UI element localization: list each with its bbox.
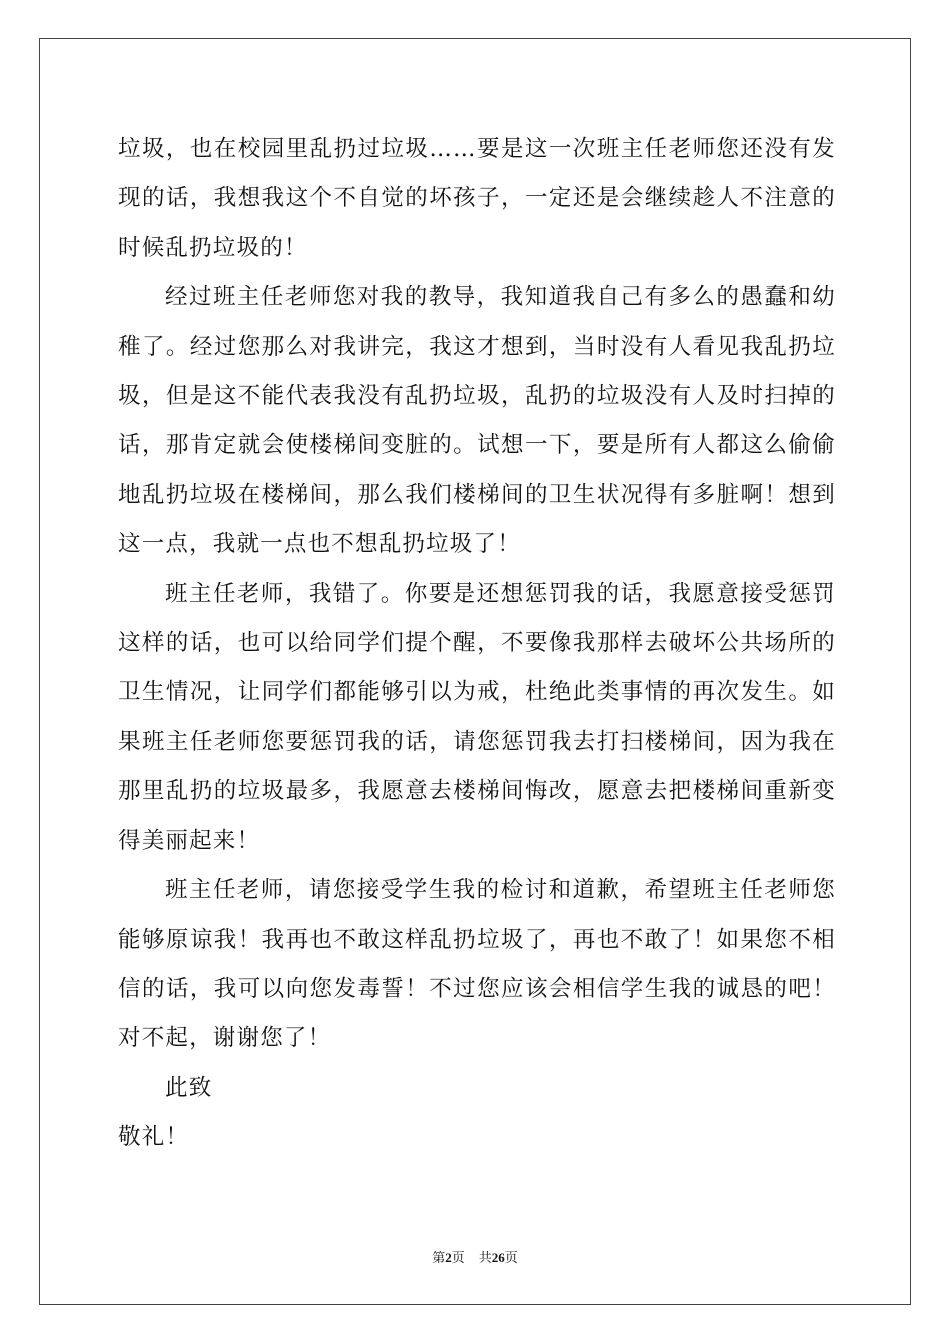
paragraph-continuation: 垃圾，也在校园里乱扔过垃圾……要是这一次班主任老师您还没有发现的话，我想我这个不自觉的坏孩子，一定还是会继续趁人不注意的时候乱扔垃圾的！ — [118, 136, 836, 261]
salutation-line: 敬礼！ — [118, 1124, 190, 1151]
footer-total-prefix: 共 — [478, 1251, 492, 1266]
closing-line: 此致 — [165, 1074, 213, 1101]
footer-prefix: 第 — [432, 1251, 446, 1266]
page-footer — [0, 1247, 950, 1266]
paragraph: 经过班主任老师您对我的教导，我知道我自己有多么的愚蠢和幼稚了。经过您那么对我讲完，我这才想到，当时没有人看见我乱扔垃圾，但是这不能代表我没有乱扔垃圾，乱扔的垃圾没有人及时扫掉的话，那肯定就会使楼梯间变脏的。试想一下，要是所有人都这么偷偷地乱扔垃圾在楼梯间，那么我们楼梯间的卫生状况得有多脏啊！想到这一点，我就一点也不想乱扔垃圾了！ — [118, 284, 836, 558]
current-page-number: 2 — [445, 1250, 452, 1265]
total-pages-number: 26 — [491, 1250, 505, 1265]
paragraph: 班主任老师，我错了。你要是还想惩罚我的话，我愿意接受惩罚这样的话，也可以给同学们提个醒，不要像我那样去破坏公共场所的卫生情况，让同学们都能够引以为戒，杜绝此类事情的再次发生。如果班主任老师您要惩罚我的话，请您惩罚我去打扫楼梯间，因为我在那里乱扔的垃圾最多，我愿意去楼梯间悔改，愿意去把楼梯间重新变得美丽起来！ — [118, 580, 836, 854]
document-body — [118, 125, 836, 1163]
footer-total-suffix: 页 — [504, 1251, 518, 1266]
paragraph: 班主任老师，请您接受学生我的检讨和道歉，希望班主任老师您能够原谅我！我再也不敢这样乱扔垃圾了，再也不敢了！如果您不相信的话，我可以向您发毒誓！不过您应该会相信学生我的诚恳的吧！对不起，谢谢您了！ — [118, 877, 836, 1052]
footer-page-suffix: 页 — [451, 1251, 465, 1266]
